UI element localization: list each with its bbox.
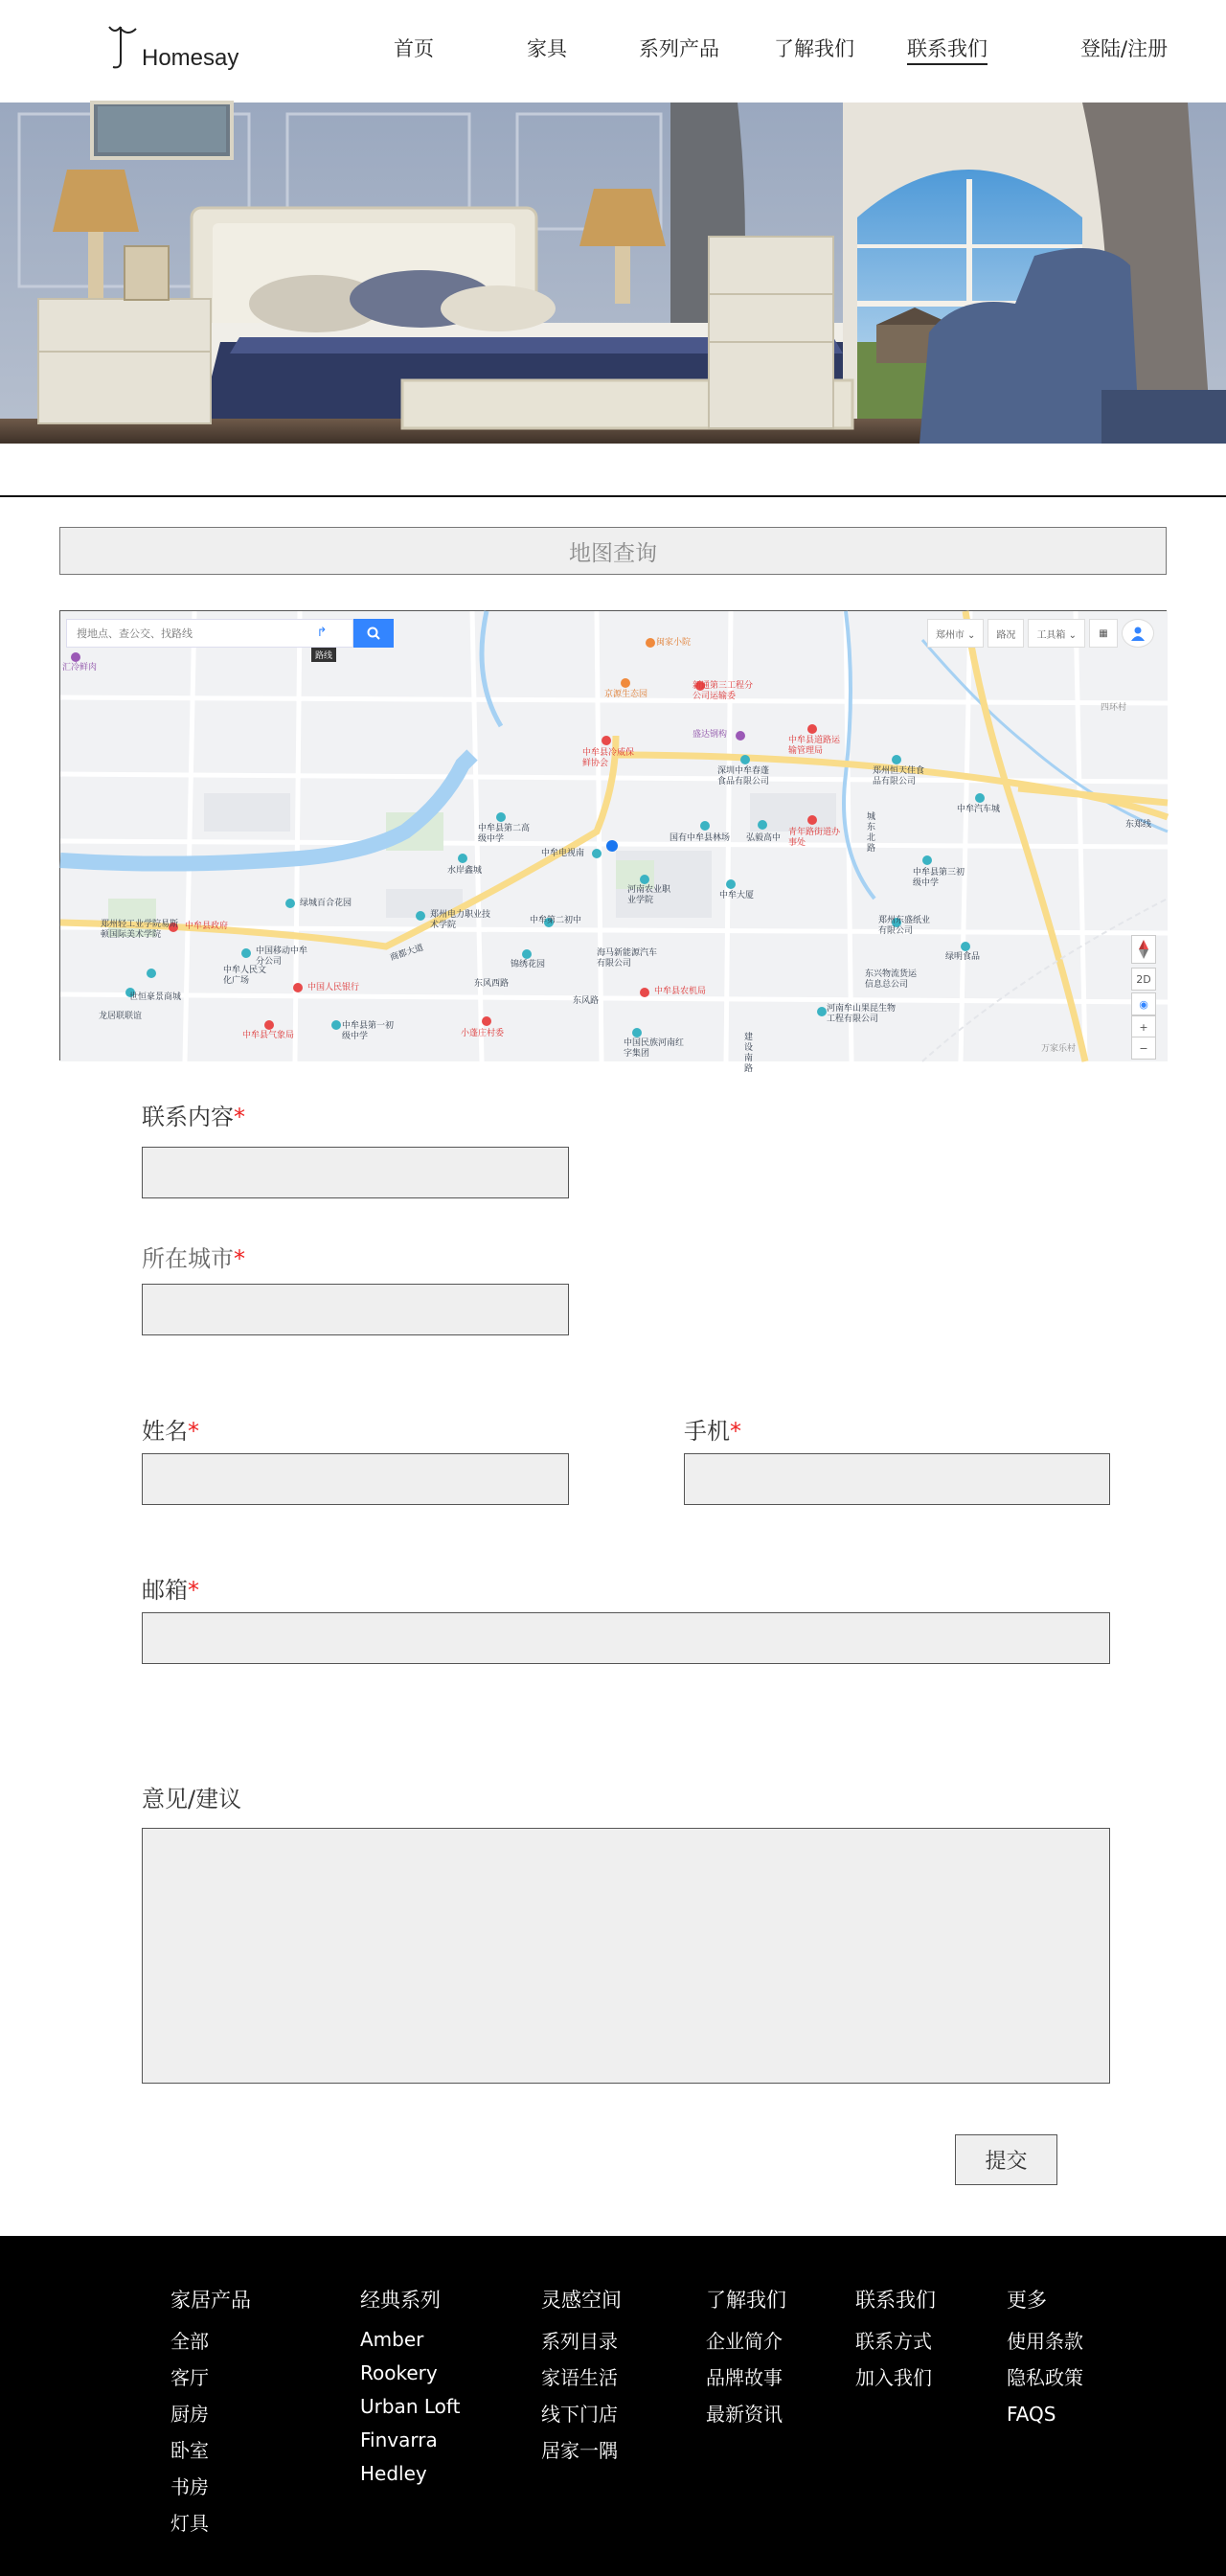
map-place-label: 郑州轻工业学院易斯顿国际美术学院 [101, 920, 179, 940]
footer-link[interactable]: 全部 [170, 2330, 209, 2353]
map-place-label: 万家乐村 [1041, 1044, 1077, 1054]
compass-icon[interactable] [1131, 935, 1156, 964]
contact-content-label-text: 联系内容 [142, 1104, 234, 1130]
nav-home[interactable]: 首页 [394, 37, 434, 60]
footer-col-about [706, 2286, 786, 2432]
footer-link[interactable]: FAQS [1007, 2403, 1056, 2426]
map-place-label: 中牟大厦 [719, 891, 755, 900]
city-label [142, 1243, 245, 1274]
footer-link[interactable]: 居家一隅 [541, 2439, 618, 2462]
map-place-label: 中牟电视南 [541, 849, 585, 858]
email-label [142, 1575, 199, 1606]
map-place-label: 中牟县道路运输管理局 [788, 736, 841, 756]
footer-link[interactable]: 灯具 [170, 2512, 209, 2535]
nav-furniture[interactable]: 家具 [527, 37, 567, 60]
nav-series[interactable]: 系列产品 [639, 37, 719, 60]
map-place-label: 中牟县农机局 [654, 987, 707, 996]
map-place-label: 中牟县政府 [185, 922, 229, 931]
footer-heading: 了解我们 [706, 2289, 786, 2312]
site-header [0, 0, 1226, 103]
map-place-label: 深圳中牟春蓬食品有限公司 [717, 766, 770, 786]
map-place-label: 小蓬庄村委 [461, 1029, 505, 1038]
zoom-in-button[interactable]: + [1131, 1015, 1156, 1038]
footer-heading: 更多 [1007, 2289, 1047, 2312]
map-place-label: 闽家小院 [656, 638, 692, 648]
footer-link[interactable]: 联系方式 [855, 2330, 932, 2353]
map-place-label: 国有中牟县林场 [670, 833, 731, 843]
city-label-text: 所在城市 [142, 1245, 234, 1272]
footer-link[interactable]: Urban Loft [360, 2395, 461, 2418]
map-traffic-toggle[interactable]: 路况 [988, 619, 1024, 648]
map-place-label: 中牟汽车城 [957, 805, 1001, 814]
route-tooltip: 路线 [311, 648, 336, 662]
map-place-label: 郑州恒天佳食品有限公司 [873, 766, 925, 786]
submit-button[interactable]: 提交 [955, 2134, 1057, 2185]
nav-login[interactable]: 登陆/注册 [1080, 37, 1169, 60]
map-search-box [66, 619, 397, 648]
footer-link[interactable]: 卧室 [170, 2439, 209, 2462]
footer-link[interactable]: Finvarra [360, 2428, 438, 2451]
map-widget[interactable] [59, 610, 1167, 1074]
phone-input[interactable] [684, 1453, 1110, 1505]
map-place-label: 中牟县第二高级中学 [478, 824, 531, 844]
footer-heading: 灵感空间 [541, 2289, 622, 2312]
nav-about[interactable]: 了解我们 [774, 37, 854, 60]
contact-content-input[interactable] [142, 1147, 569, 1198]
map-place-label: 京源生态园 [604, 690, 648, 699]
footer-link[interactable]: 加入我们 [855, 2366, 932, 2389]
footer-link[interactable]: 隐私政策 [1007, 2366, 1083, 2389]
required-mark: * [730, 1418, 741, 1445]
footer-col-series [360, 2286, 460, 2491]
map-search-button[interactable] [353, 619, 394, 648]
contact-content-label [142, 1102, 245, 1132]
name-input[interactable] [142, 1453, 569, 1505]
footer-col-products [170, 2286, 251, 2542]
map-toolbar [927, 619, 1154, 648]
map-place-label: 中牟县第三初级中学 [913, 868, 965, 888]
map-place-label: 河南牟山果昆生物工程有限公司 [827, 1004, 897, 1024]
map-place-label: 郑州东盛纸业有限公司 [878, 916, 931, 936]
map-place-label: 东郑线 [1125, 820, 1152, 830]
map-place-label: 中牟县冷威保鲜协会 [582, 748, 635, 768]
footer-col-contact [855, 2286, 936, 2396]
search-icon [367, 627, 380, 640]
footer-link[interactable]: 最新资讯 [706, 2403, 783, 2426]
footer-link[interactable]: Hedley [360, 2462, 427, 2485]
map-place-label: 水岸鑫城 [447, 866, 483, 876]
footer-heading: 联系我们 [855, 2289, 936, 2312]
footer-link[interactable]: 使用条款 [1007, 2330, 1083, 2353]
map-place-label: 新通第三工程分公司运输委 [692, 681, 754, 701]
map-place-label: 盛达钢构 [692, 730, 728, 740]
footer-link[interactable]: 厨房 [170, 2403, 209, 2426]
route-icon[interactable]: ↱ [313, 625, 330, 642]
map-place-label: 东风西路 [474, 979, 510, 989]
map-share-icon[interactable]: ▦ [1089, 619, 1118, 648]
map-place-label: 郑州电力职业技术学院 [430, 910, 491, 930]
hero-banner [0, 103, 1226, 444]
email-label-text: 邮箱 [142, 1577, 188, 1604]
map-2d-toggle[interactable]: 2D [1131, 968, 1156, 991]
map-place-label: 商都大道 [389, 943, 425, 964]
footer-col-inspiration [541, 2286, 622, 2469]
suggestion-label: 意见/建议 [142, 1786, 242, 1812]
map-place-label: 世恒豪景商城 [129, 992, 182, 1002]
map-place-label: 中牟县气象局 [242, 1031, 295, 1040]
map-place-label: 汇冷鲜肉 [62, 663, 98, 672]
site-footer [0, 2236, 1226, 2576]
footer-link[interactable]: 系列目录 [541, 2330, 618, 2353]
map-query-title: 地图查询 [59, 527, 1167, 575]
footer-link[interactable]: 家语生活 [541, 2366, 618, 2389]
footer-link[interactable]: 企业简介 [706, 2330, 783, 2353]
map-place-label: 河南农业职业学院 [627, 885, 671, 905]
required-mark: * [188, 1418, 199, 1445]
name-label-text: 姓名 [142, 1418, 188, 1445]
footer-link[interactable]: 品牌故事 [706, 2366, 783, 2389]
locate-icon[interactable]: ◉ [1131, 992, 1156, 1015]
name-label [142, 1416, 199, 1447]
map-search-input[interactable] [66, 619, 353, 648]
map-place-label: 海马新能源汽车有限公司 [597, 948, 658, 969]
map-place-label: 弘毅高中 [746, 833, 782, 843]
city-input[interactable] [142, 1284, 569, 1335]
map-place-label: 东风路 [573, 996, 600, 1006]
footer-link[interactable]: Amber [360, 2328, 424, 2351]
map-toolbox[interactable]: 工具箱 ⌄ [1028, 619, 1085, 648]
map-place-label: 龙居联联谊 [99, 1012, 143, 1021]
footer-heading: 家居产品 [170, 2289, 251, 2312]
map-place-label: 中国人民银行 [307, 983, 360, 992]
required-mark: * [234, 1104, 245, 1130]
required-mark: * [188, 1577, 199, 1604]
map-place-label: 锦绣花园 [511, 960, 546, 969]
map-place-label: 建设南路 [744, 1033, 754, 1074]
footer-heading: 经典系列 [360, 2289, 441, 2312]
map-place-label: 中牟县第一初级中学 [342, 1021, 395, 1041]
map-place-label: 城东北路 [867, 812, 876, 854]
user-icon[interactable] [1122, 619, 1154, 648]
phone-label-text: 手机 [684, 1418, 730, 1445]
map-place-label: 青年路街道办事处 [788, 828, 841, 848]
map-place-label: 中国民族河南红字集团 [624, 1038, 685, 1059]
map-place-label: 四环村 [1101, 703, 1127, 713]
footer-col-more [1007, 2286, 1083, 2432]
map-labels [60, 611, 1168, 1074]
phone-label [684, 1416, 741, 1447]
suggestion-textarea[interactable] [142, 1828, 1110, 2084]
required-mark: * [234, 1245, 245, 1272]
map-city-selector[interactable]: 郑州市 ⌄ [927, 619, 985, 648]
email-input[interactable] [142, 1612, 1110, 1664]
nav-contact[interactable]: 联系我们 [907, 34, 988, 65]
map-place-label: 中牟第二初中 [530, 916, 582, 925]
map-place-label: 绿城百合花园 [300, 899, 352, 908]
footer-link[interactable]: 客厅 [170, 2366, 209, 2389]
map-place-label: 东兴物流货运信息总公司 [865, 969, 918, 990]
footer-link[interactable]: Rookery [360, 2361, 438, 2384]
logo-text: Homesay [142, 45, 239, 71]
hero-bedroom-image [0, 103, 1226, 444]
map-place-label: 绿明食品 [945, 952, 981, 962]
main-nav [0, 34, 1226, 73]
footer-link[interactable]: 书房 [170, 2475, 209, 2498]
section-divider [0, 495, 1226, 497]
map-place-label: 中国移动中牟分公司 [256, 946, 308, 967]
zoom-out-button[interactable]: − [1131, 1037, 1156, 1060]
footer-link[interactable]: 线下门店 [541, 2403, 618, 2426]
map-place-label: 中牟人民文化广场 [223, 966, 267, 986]
